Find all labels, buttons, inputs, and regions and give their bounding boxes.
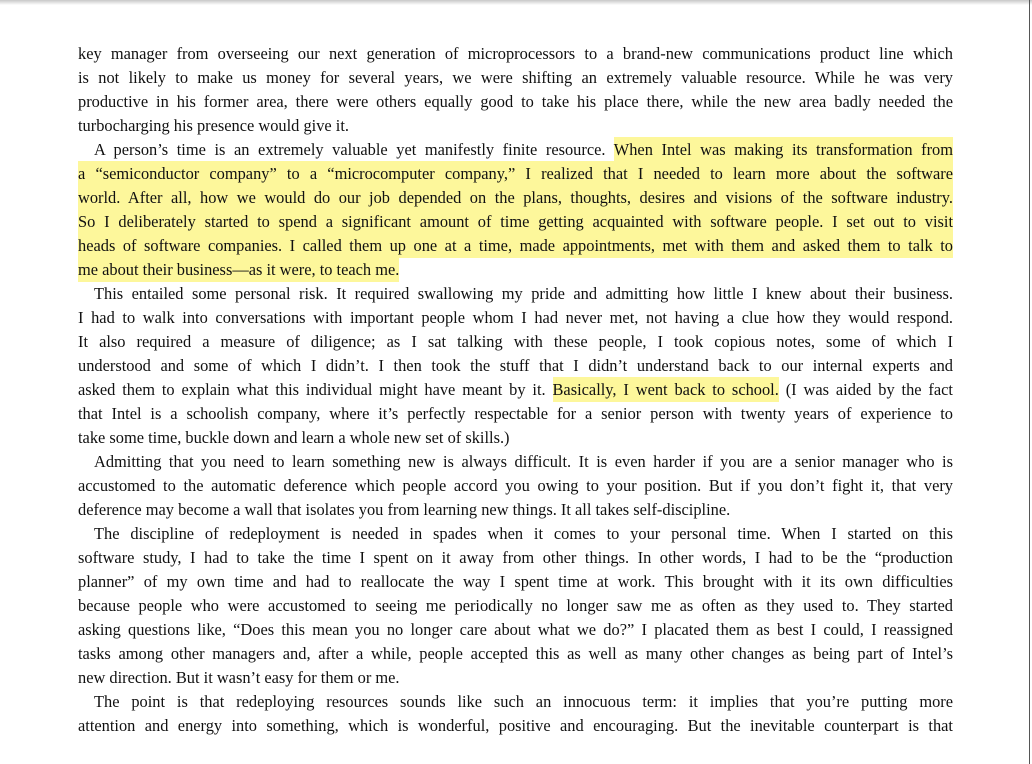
text-line — [78, 714, 953, 738]
text-line — [78, 642, 953, 666]
text-line — [78, 186, 953, 210]
highlighted-text[interactable]: world. After all, how we would do our job depended on the plans, thoughts, desires and visions of the software industry. — [78, 185, 953, 210]
text-line — [78, 570, 953, 594]
highlighted-text[interactable]: me about their business—as it were, to teach me. — [78, 257, 399, 282]
text-segment: software study, I had to take the time I spent on it away from other things. In other words, I had to be the “production — [78, 548, 953, 567]
text-line — [78, 66, 953, 90]
highlighted-text[interactable]: a “semiconductor company” to a “microcomputer company,” I realized that I needed to learn more about the software — [78, 161, 953, 186]
text-segment: This entailed some personal risk. It required swallowing my pride and admitting how little I knew about their business. — [94, 284, 953, 303]
text-line — [78, 618, 953, 642]
text-line — [78, 210, 953, 234]
text-line — [78, 666, 953, 690]
text-line — [78, 450, 953, 474]
text-segment: because people who were accustomed to seeing me periodically no longer saw me as often as they used to. They started — [78, 596, 953, 615]
text-line — [78, 282, 953, 306]
highlighted-text[interactable]: When Intel was making its transformation from — [614, 137, 953, 162]
text-line — [78, 114, 953, 138]
text-segment: productive in his former area, there were others equally good to take his place there, while the new area badly needed the — [78, 92, 953, 111]
text-line — [78, 546, 953, 570]
text-line — [78, 522, 953, 546]
text-line — [78, 330, 953, 354]
page-right-border — [1029, 0, 1030, 764]
text-segment: key manager from overseeing our next generation of microprocessors to a brand-new communications product line which — [78, 44, 953, 63]
text-line — [78, 474, 953, 498]
text-segment: is not likely to make us money for several years, we were shifting an extremely valuable resource. While he was very — [78, 68, 953, 87]
text-line — [78, 306, 953, 330]
text-segment: planner” of my own time and had to reallocate the way I spent time at work. This brought with it its own difficulties — [78, 572, 953, 591]
document-page — [78, 42, 953, 738]
text-line — [78, 498, 953, 522]
text-segment: attention and energy into something, which is wonderful, positive and encouraging. But the inevitable counterpart is that — [78, 716, 953, 735]
highlighted-text[interactable]: Basically, I went back to school. — [553, 377, 779, 402]
text-segment: that Intel is a schoolish company, where it’s perfectly respectable for a senior person with twenty years of experience to — [78, 404, 953, 423]
highlighted-text[interactable]: heads of software companies. I called them up one at a time, made appointments, met with them and asked them to talk to — [78, 233, 953, 258]
text-segment: A person’s time is an extremely valuable yet manifestly finite resource. — [94, 140, 614, 159]
text-segment: deference may become a wall that isolates you from learning new things. It all takes self-discipline. — [78, 500, 731, 519]
text-line — [78, 90, 953, 114]
text-line — [78, 258, 953, 282]
text-segment: It also required a measure of diligence; as I sat talking with these people, I took copious notes, some of which I — [78, 332, 953, 351]
text-segment: take some time, buckle down and learn a whole new set of skills.) — [78, 428, 510, 447]
text-line — [78, 378, 953, 402]
text-segment: I had to walk into conversations with important people whom I had never met, not having a clue how they would respond. — [78, 308, 953, 327]
text-segment: turbocharging his presence would give it. — [78, 116, 349, 135]
text-line — [78, 42, 953, 66]
text-segment: new direction. But it wasn’t easy for them or me. — [78, 668, 400, 687]
text-segment: The discipline of redeployment is needed in spades when it comes to your personal time. When I started on this — [94, 524, 953, 543]
text-line — [78, 690, 953, 714]
text-segment: (I was aided by the fact — [778, 380, 953, 399]
text-line — [78, 162, 953, 186]
text-segment: tasks among other managers and, after a while, people accepted this as well as many other changes as being part of Intel’s — [78, 644, 953, 663]
text-segment: asked them to explain what this individual might have meant by it. — [78, 380, 553, 399]
text-segment: asking questions like, “Does this mean you no longer care about what we do?” I placated them as best I could, I reassigned — [78, 620, 953, 639]
text-segment: understood and some of which I didn’t. I then took the stuff that I didn’t understand back to our internal experts and — [78, 356, 953, 375]
text-line — [78, 426, 953, 450]
top-shadow — [0, 0, 1032, 5]
text-line — [78, 234, 953, 258]
text-segment: The point is that redeploying resources sounds like such an innocuous term: it implies that you’re putting more — [94, 692, 953, 711]
text-line — [78, 354, 953, 378]
text-line — [78, 138, 953, 162]
text-segment: accustomed to the automatic deference which people accord you owing to your position. But if you don’t fight it, that very — [78, 476, 953, 495]
text-line — [78, 594, 953, 618]
text-line — [78, 402, 953, 426]
highlighted-text[interactable]: So I deliberately started to spend a significant amount of time getting acquainted with software people. I set out to visit — [78, 209, 953, 234]
text-segment: Admitting that you need to learn something new is always difficult. It is even harder if you are a senior manager who is — [94, 452, 953, 471]
